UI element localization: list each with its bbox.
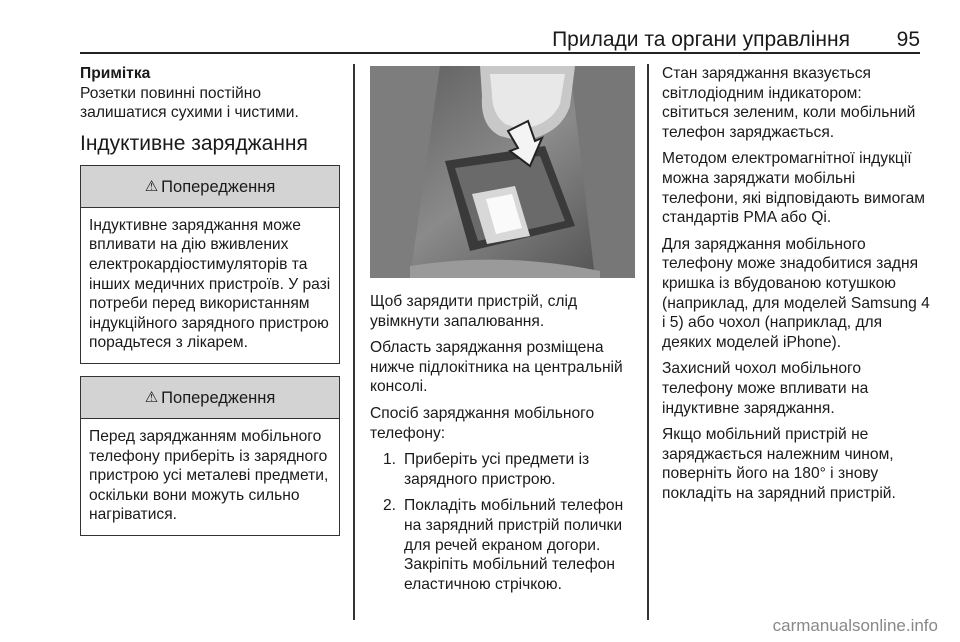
column-divider [353, 64, 355, 620]
note-heading: Примітка [80, 65, 151, 82]
step-number: 2. [382, 497, 396, 515]
header-divider [80, 52, 920, 54]
paragraph: Стан заряджання вказується світлодіодним індикатором: світиться зеленим, коли мобільний телефон заряджається. [662, 65, 916, 141]
warning-title: Попередження [161, 388, 276, 407]
wireless-charger-photo [370, 66, 635, 278]
step-text: Покладіть мобільний телефон на зарядний пристрій полички для речей екраном догори. Закріпіть мобільний телефон еластичною стрічкою. [404, 497, 624, 593]
watermark: carmanualsonline.info [772, 616, 938, 635]
page-number: 95 [896, 28, 920, 51]
charging-steps [370, 450, 635, 594]
paragraph: Захисний чохол мобільного телефону може впливати на індуктивне заряджання. [662, 360, 869, 417]
warning-text: Перед заряджанням мобільного телефону приберіть із зарядного пристрою усі металеві предмети, оскільки вони можуть сильно нагріватися. [89, 427, 329, 524]
column-divider [647, 64, 649, 620]
note-text: Розетки повинні постійно залишатися сухими і чистими. [80, 84, 299, 122]
warning-title: Попередження [161, 177, 276, 196]
warning-icon: ⚠ [144, 177, 159, 195]
paragraph: Щоб зарядити пристрій, слід увімкнути запалювання. [370, 293, 578, 330]
section-title: Індуктивне заряджання [80, 131, 308, 155]
warning-text: Індуктивне заряджання може впливати на дію вживлених електрокардіостимуляторів та інших медичних пристроїв. У разі потреби перед використанням індукційного зарядного пристрою порадьтеся з лікарем. [89, 216, 331, 352]
warning-header [81, 377, 339, 419]
paragraph: Спосіб заряджання мобільного телефону: [370, 404, 595, 442]
right-column [662, 64, 930, 510]
paragraph: Якщо мобільний пристрій не заряджається належним чином, поверніть його на 180° і знову покладіть на зарядний пристрій. [662, 426, 896, 502]
warning-box-2 [80, 376, 340, 536]
middle-column [370, 64, 635, 601]
warning-icon: ⚠ [144, 388, 159, 406]
page-header [80, 22, 920, 52]
step-number: 1. [382, 451, 396, 469]
list-item [370, 450, 635, 489]
warning-box-1 [80, 165, 340, 364]
paragraph: Для заряджання мобільного телефону може знадобитися задня кришка із вбудованою котушкою (наприклад, для моделей Samsung 4 і 5) або чохол (наприклад, для деяких моделей iPhone). [662, 235, 930, 351]
paragraph: Методом електромагнітної індукції можна заряджати мобільні телефони, які відповідають вимогам стандартів PMA або Qi. [662, 150, 926, 227]
list-item [370, 496, 635, 594]
warning-header [81, 166, 339, 208]
page-title: Прилади та органи управління [552, 28, 850, 51]
paragraph: Область заряджання розміщена нижче підлокітника на центральній консолі. [370, 339, 623, 396]
left-column [80, 64, 340, 548]
step-text: Приберіть усі предмети із зарядного пристрою. [404, 451, 590, 488]
